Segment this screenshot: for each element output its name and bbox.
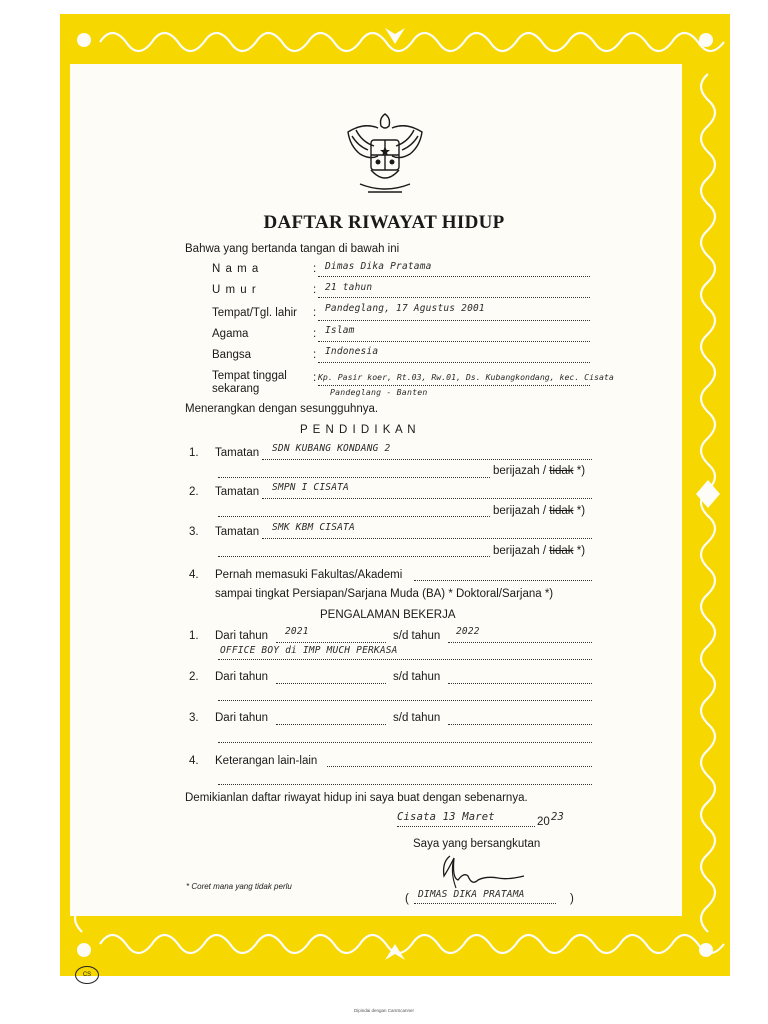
signer-name: DIMAS DIKA PRATAMA (418, 889, 525, 900)
dotted-line (218, 784, 592, 785)
work-desc: OFFICE BOY di IMP MUCH PERKASA (220, 645, 398, 656)
value-tempat-tgl-lahir: Pandeglang, 17 Agustus 2001 (325, 303, 485, 314)
work-heading: PENGALAMAN BEKERJA (320, 609, 456, 621)
dotted-line (448, 642, 592, 643)
ijazah-text: berijazah / tidak *) (493, 465, 586, 477)
work-to-label: s/d tahun (393, 712, 441, 724)
edu-label: Tamatan (215, 447, 260, 459)
place-date: Cisata 13 Maret (397, 811, 495, 823)
dotted-line (262, 498, 592, 499)
dotted-line (218, 700, 592, 701)
label-nama: N a m a (212, 263, 260, 275)
value-bangsa: Indonesia (325, 346, 379, 357)
work-to-value: 2022 (456, 626, 480, 637)
ijazah-text: berijazah / tidak *) (493, 545, 586, 557)
colon: : (313, 284, 317, 296)
year-prefix: 20 (537, 816, 550, 828)
faculty-line1: Pernah memasuki Fakultas/Akademi (215, 569, 403, 581)
value-tempat-tinggal: Kp. Pasir koer, Rt.03, Rw.01, Ds. Kubangkondang, kec. Cisata (318, 372, 614, 382)
signer-label: Saya yang bersangkutan (413, 838, 541, 850)
label-umur: U m u r (212, 284, 257, 296)
declare-text: Menerangkan dengan sesungguhnya. (185, 403, 379, 415)
edu-num: 1. (189, 447, 199, 459)
dotted-line (327, 766, 592, 767)
intro-text: Bahwa yang bertanda tangan di bawah ini (185, 243, 400, 255)
dotted-line (318, 276, 590, 277)
camscanner-logo-icon: CS (75, 966, 99, 984)
edu-label: Tamatan (215, 526, 260, 538)
dotted-line (448, 683, 592, 684)
colon: : (313, 328, 317, 340)
edu-value-1: SDN KUBANG KONDANG 2 (272, 443, 391, 454)
edu-label: Tamatan (215, 486, 260, 498)
ijazah-text: berijazah / tidak *) (493, 505, 586, 517)
edu-value-2: SMPN I CISATA (272, 482, 349, 493)
label-bangsa: Bangsa (212, 349, 252, 361)
dotted-line (318, 297, 590, 298)
dotted-line (276, 642, 386, 643)
colon: : (313, 263, 317, 275)
dotted-line (318, 385, 590, 386)
colon: : (313, 372, 317, 384)
edu-num: 3. (189, 526, 199, 538)
work-to-label: s/d tahun (393, 630, 441, 642)
work-from-value: 2021 (285, 626, 309, 637)
work-num: 2. (189, 671, 199, 683)
dotted-line (318, 362, 590, 363)
remarks-label: Keterangan lain-lain (215, 755, 318, 767)
label-tempat-tgl-lahir: Tempat/Tgl. lahir (212, 307, 298, 319)
education-heading: P E N D I D I K A N (300, 424, 417, 436)
scanner-footer: Dipindai dengan CamScanner (353, 1008, 415, 1013)
value-umur: 21 tahun (325, 282, 373, 293)
paren-close: ) (570, 893, 574, 905)
work-from-label: Dari tahun (215, 671, 269, 683)
dotted-line (318, 341, 590, 342)
dotted-line (397, 826, 535, 827)
label-agama: Agama (212, 328, 249, 340)
closing-text: Demikianlan daftar riwayat hidup ini saya buat dengan sebenarnya. (185, 792, 528, 804)
colon: : (313, 307, 317, 319)
dotted-line (318, 320, 590, 321)
work-to-label: s/d tahun (393, 671, 441, 683)
work-from-label: Dari tahun (215, 630, 269, 642)
dotted-line (218, 516, 490, 517)
dotted-line (218, 556, 490, 557)
value-agama: Islam (325, 325, 355, 336)
work-from-label: Dari tahun (215, 712, 269, 724)
faculty-line2: sampai tingkat Persiapan/Sarjana Muda (BA) * Doktoral/Sarjana *) (215, 588, 554, 600)
dotted-line (448, 724, 592, 725)
dotted-line (414, 580, 592, 581)
footnote: * Coret mana yang tidak perlu (186, 882, 292, 891)
work-num: 3. (189, 712, 199, 724)
faculty-num: 4. (189, 569, 199, 581)
dotted-line (218, 477, 490, 478)
value-tempat-tinggal-line2: Pandeglang - Banten (330, 387, 428, 397)
colon: : (313, 349, 317, 361)
dotted-line (262, 538, 592, 539)
year-suffix: 23 (551, 811, 565, 823)
work-num: 1. (189, 630, 199, 642)
dotted-line (276, 683, 386, 684)
dotted-line (218, 659, 592, 660)
dotted-line (218, 742, 592, 743)
dotted-line (276, 724, 386, 725)
paren-open: ( (405, 893, 409, 905)
remarks-num: 4. (189, 755, 199, 767)
garuda-emblem (338, 106, 432, 204)
label-tempat-tinggal: Tempat tinggal sekarang (212, 370, 287, 395)
value-nama: Dimas Dika Pratama (325, 261, 432, 272)
edu-value-3: SMK KBM CISATA (272, 522, 355, 533)
dotted-line (262, 459, 592, 460)
form-title: DAFTAR RIWAYAT HIDUP (263, 212, 505, 233)
edu-num: 2. (189, 486, 199, 498)
dotted-line (414, 903, 556, 904)
